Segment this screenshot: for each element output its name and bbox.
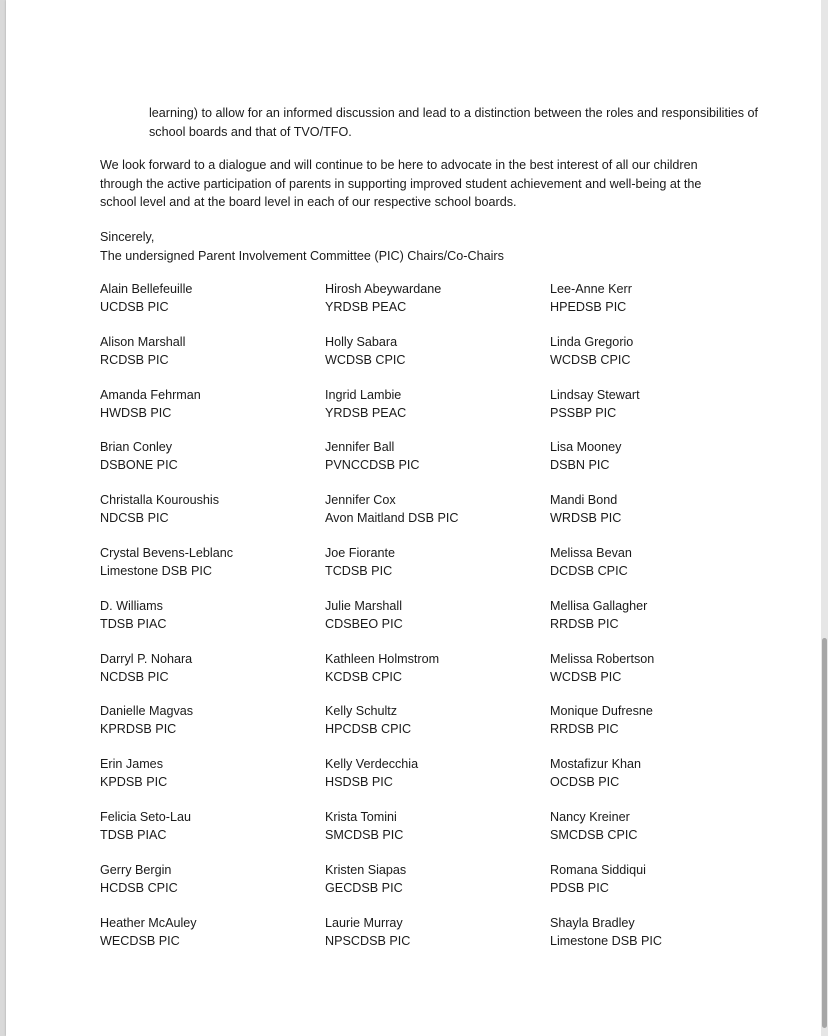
signer-org: NPSCDSB PIC: [325, 933, 411, 948]
signer-name: Jennifer Cox: [325, 493, 396, 508]
signer-name: Lindsay Stewart: [550, 387, 640, 402]
signer-name: Mostafizur Khan: [550, 757, 641, 772]
signer-name: Ingrid Lambie: [325, 387, 402, 402]
signer-name: Lee-Anne Kerr: [550, 282, 632, 296]
signer-org: HPEDSB PIC: [550, 300, 627, 314]
signer-name: Laurie Murray: [325, 915, 403, 930]
signer-name: Darryl P. Nohara: [100, 651, 193, 666]
signer: [100, 386, 325, 439]
signer: [100, 491, 325, 544]
signer-name: Holly Sabara: [325, 334, 398, 349]
signer-name: Christalla Kouroushis: [100, 493, 219, 508]
signer: [100, 544, 325, 597]
signer: [325, 386, 550, 439]
signer-name: Mellisa Gallagher: [550, 598, 648, 613]
signer-org: YRDSB PEAC: [325, 405, 407, 420]
signer: [100, 808, 325, 861]
signer-org: RRDSB PIC: [550, 616, 619, 631]
signer-org: WRDSB PIC: [550, 511, 622, 526]
signer: [325, 597, 550, 650]
signer-name: Melissa Robertson: [550, 651, 655, 666]
signer: [325, 755, 550, 808]
signer-name: D. Williams: [100, 598, 163, 613]
signers-grid: [100, 280, 790, 966]
signer-name: Alison Marshall: [100, 334, 186, 349]
signer-org: PDSB PIC: [550, 880, 609, 895]
signer: [550, 755, 775, 808]
signer-name: Kelly Schultz: [325, 704, 398, 719]
signer-org: PSSBP PIC: [550, 405, 617, 420]
continuation-paragraph: learning) to allow for an informed discussion and lead to a distinction between the roles and responsibilities of school boards and that of TVO/TFO.: [149, 106, 759, 139]
signer: [550, 386, 775, 439]
signer: [100, 280, 325, 333]
signer-org: Limestone DSB PIC: [100, 563, 212, 578]
signer-org: RRDSB PIC: [550, 722, 619, 737]
signer-org: WCDSB CPIC: [325, 352, 406, 367]
signer-name: Amanda Fehrman: [100, 387, 201, 402]
signer: [325, 808, 550, 861]
signer: [100, 597, 325, 650]
salutation: Sincerely,: [100, 230, 155, 244]
signer-name: Crystal Bevens-Leblanc: [100, 545, 233, 560]
signer: [550, 280, 775, 333]
signer: [325, 544, 550, 597]
signer-name: Mandi Bond: [550, 493, 618, 508]
signer-name: Shayla Bradley: [550, 915, 635, 930]
signer-org: WCDSB PIC: [550, 669, 622, 684]
signer-org: HWDSB PIC: [100, 405, 172, 420]
signer-org: NDCSB PIC: [100, 511, 169, 526]
signer: [550, 333, 775, 386]
vertical-scrollbar[interactable]: [821, 0, 828, 1036]
signer: [100, 755, 325, 808]
signer-org: SMCDSB CPIC: [550, 827, 638, 842]
signer-name: Felicia Seto-Lau: [100, 809, 192, 824]
signer-name: Kelly Verdecchia: [325, 757, 419, 772]
signer-org: GECDSB PIC: [325, 880, 403, 895]
signer: [325, 280, 550, 333]
signer: [550, 914, 775, 967]
signer: [100, 650, 325, 703]
signer-org: TDSB PIAC: [100, 616, 167, 631]
signer: [100, 333, 325, 386]
signer-name: Erin James: [100, 757, 163, 772]
signer-org: Avon Maitland DSB PIC: [325, 511, 459, 526]
signer-name: Monique Dufresne: [550, 704, 653, 719]
signer-name: Krista Tomini: [325, 809, 397, 824]
signer-org: TCDSB PIC: [325, 563, 393, 578]
signer-name: Linda Gregorio: [550, 334, 634, 349]
signer-name: Brian Conley: [100, 440, 173, 455]
signer-org: SMCDSB PIC: [325, 827, 404, 842]
signer: [325, 861, 550, 914]
signer: [325, 438, 550, 491]
signer-name: Lisa Mooney: [550, 440, 622, 455]
signer: [325, 914, 550, 967]
signer-name: Gerry Bergin: [100, 862, 172, 877]
signer: [100, 438, 325, 491]
signer: [100, 861, 325, 914]
signer-org: NCDSB PIC: [100, 669, 169, 684]
signer-name: Nancy Kreiner: [550, 809, 630, 824]
signer: [550, 650, 775, 703]
scrollbar-thumb[interactable]: [822, 638, 827, 1028]
signer-name: Hirosh Abeywardane: [325, 282, 442, 296]
signer-name: Danielle Magvas: [100, 704, 194, 719]
signer-name: Alain Bellefeuille: [100, 282, 193, 296]
signer-org: Limestone DSB PIC: [550, 933, 662, 948]
document-page: [6, 0, 821, 1036]
closing-block: [100, 228, 740, 265]
signer-org: KPDSB PIC: [100, 775, 168, 790]
signer: [550, 438, 775, 491]
signer: [100, 702, 325, 755]
signer-org: WECDSB PIC: [100, 933, 180, 948]
signer-name: Romana Siddiqui: [550, 862, 646, 877]
signer: [325, 333, 550, 386]
closing-paragraph: We look forward to a dialogue and will continue to be here to advocate in the best interest of all our children through the active participation of parents in supporting improved student achievement and well-being at the school level and at the board level in each of our respective school boards.: [100, 158, 702, 209]
signer-name: Kathleen Holmstrom: [325, 651, 440, 666]
signer-name: Joe Fiorante: [325, 545, 396, 560]
signer-org: HSDSB PIC: [325, 775, 393, 790]
signer: [550, 491, 775, 544]
signer: [550, 861, 775, 914]
signer-org: YRDSB PEAC: [325, 300, 407, 314]
signer: [550, 544, 775, 597]
signer-name: Melissa Bevan: [550, 545, 632, 560]
signer-name: Julie Marshall: [325, 598, 402, 613]
signer-name: Kristen Siapas: [325, 862, 407, 877]
signer-name: Heather McAuley: [100, 915, 197, 930]
signer-org: OCDSB PIC: [550, 775, 620, 790]
signer: [550, 808, 775, 861]
signer-name: Jennifer Ball: [325, 440, 395, 455]
signer: [325, 702, 550, 755]
signer: [100, 914, 325, 967]
signer-org: WCDSB CPIC: [550, 352, 631, 367]
signer-org: DSBONE PIC: [100, 458, 178, 473]
signer-org: TDSB PIAC: [100, 827, 167, 842]
signer-org: HCDSB CPIC: [100, 880, 178, 895]
signer-org: PVNCCDSB PIC: [325, 458, 420, 473]
signer-org: KPRDSB PIC: [100, 722, 177, 737]
signer: [550, 702, 775, 755]
signer: [325, 491, 550, 544]
signer-org: RCDSB PIC: [100, 352, 169, 367]
signer-org: UCDSB PIC: [100, 300, 169, 314]
signatory-line: The undersigned Parent Involvement Committee (PIC) Chairs/Co-Chairs: [100, 248, 504, 263]
signer-org: KCDSB CPIC: [325, 669, 402, 684]
signer-org: HPCDSB CPIC: [325, 722, 412, 737]
signer-org: DSBN PIC: [550, 458, 610, 473]
signer: [550, 597, 775, 650]
signer-org: CDSBEO PIC: [325, 616, 403, 631]
signer: [325, 650, 550, 703]
signer-org: DCDSB CPIC: [550, 563, 628, 578]
